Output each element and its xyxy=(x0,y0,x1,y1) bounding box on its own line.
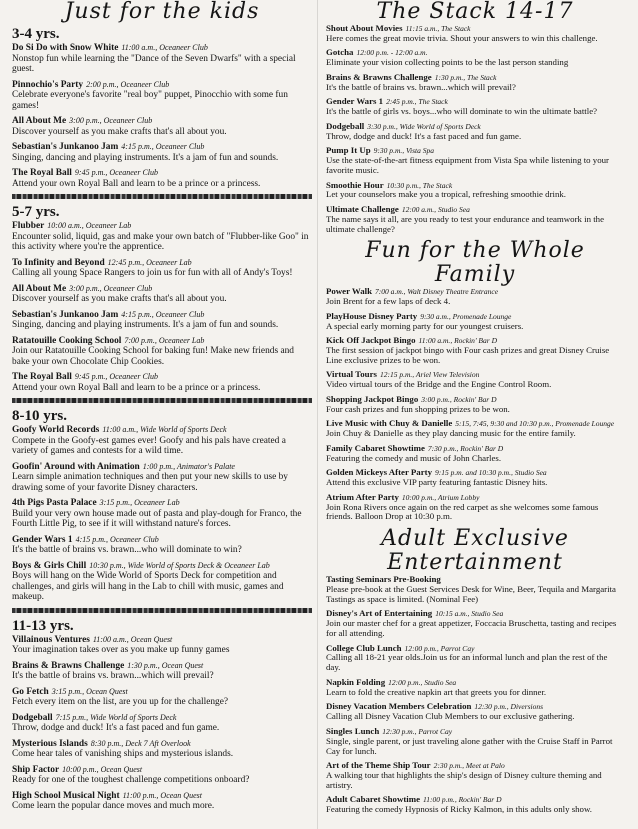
event-item xyxy=(326,761,624,791)
event-item xyxy=(326,419,624,439)
event-item xyxy=(12,791,312,812)
event-header xyxy=(12,336,312,347)
event-description: Calling all young Space Rangers to join us for fun with all of Andy's Toys! xyxy=(12,268,293,278)
event-description: Attend your own Royal Ball and learn to be a prince or a princess. xyxy=(12,178,261,189)
event-description: Calling all 18-21 year olds.Join us for an informal lunch and plan the rest of the day. xyxy=(326,652,608,673)
event-time-location: 12:30 p.m., Parrot Cay xyxy=(382,726,453,736)
event-header xyxy=(12,661,312,672)
event-description: Single, single parent, or just traveling alone gather with the Cruise Staff in Parrot Cay for lunch. xyxy=(326,735,613,756)
event-description: The name says it all, are you ready to test your endurance and teamwork in the ultimate challenge? xyxy=(326,213,604,234)
event-item xyxy=(326,181,624,201)
event-title: The Royal Ball xyxy=(12,168,72,178)
event-description: Your imagination takes over as you make up funny games xyxy=(12,645,230,655)
event-title: Sebastian's Junkanoo Jam xyxy=(12,309,119,320)
event-time-location: 3:00 p.m., Oceaneer Club xyxy=(69,283,153,293)
kids-column xyxy=(12,0,312,817)
event-time-location: 1:30 p.m., The Stack xyxy=(434,72,497,82)
event-time-location: 11:00 a.m., Rockin' Bar D xyxy=(418,336,498,346)
event-item xyxy=(326,122,624,142)
event-item xyxy=(326,146,624,176)
event-description: Throw, dodge and duck! It's a fast paced and fun game. xyxy=(12,723,220,733)
event-title: Pump It Up xyxy=(326,145,371,156)
event-item xyxy=(12,535,312,556)
event-title: Adult Cabaret Showtime xyxy=(326,794,421,805)
event-description: A special early morning party for our youngest cruisers. xyxy=(326,320,524,331)
event-title: High School Musical Night xyxy=(12,790,120,801)
event-description: Compete in the Goofy-est games ever! Goofy and his pals have created a variety of games and contests for a wild time. xyxy=(12,435,286,456)
event-header xyxy=(12,687,312,698)
event-item xyxy=(326,702,624,722)
event-item xyxy=(326,312,624,332)
event-description: Come hear tales of vanishing ships and mysterious islands. xyxy=(12,749,234,759)
event-time-location: 7:00 p.m., Oceaneer Lab xyxy=(124,335,205,345)
event-title: To Infinity and Beyond xyxy=(12,257,105,268)
event-description: Discover yourself as you make crafts that's all about you. xyxy=(12,126,227,137)
event-time-location: 9:45 p.m., Oceaneer Club xyxy=(74,372,158,381)
event-description: Featuring the comedy and music of John Charles. xyxy=(326,452,502,463)
event-time-location: 2:30 p.m., Meet at Palo xyxy=(433,761,505,771)
event-description: Singing, dancing and playing instruments. It's a jam of fun and sounds. xyxy=(12,152,279,163)
age-group-heading: 5-7 yrs. xyxy=(12,204,60,220)
event-description: It's the battle of brains vs. brawn...who will dominate to win? xyxy=(12,545,242,555)
event-title: Boys & Girls Chill xyxy=(12,560,87,571)
event-header xyxy=(12,310,312,321)
event-title: College Club Lunch xyxy=(326,642,402,653)
age-group-heading: 3-4 yrs. xyxy=(12,26,60,42)
event-title: Mysterious Islands xyxy=(12,738,88,749)
event-title: Disney Vacation Members Celebration xyxy=(326,701,472,712)
event-description: It's the battle of brains vs. brawn...which will prevail? xyxy=(12,671,214,681)
event-title: Dodgeball xyxy=(12,712,53,723)
event-description: Build your very own house made out of pasta and play-dough for Franco, the Fourth Little Pig, to see if it will withstand nature's forces. xyxy=(12,508,302,529)
event-title: Brains & Brawns Challenge xyxy=(12,660,125,671)
event-title: Tasting Seminars Pre-Booking xyxy=(326,573,441,584)
event-title: Ship Factor xyxy=(12,764,60,775)
event-item xyxy=(12,142,312,163)
event-item xyxy=(12,661,312,682)
event-description: Celebrate everyone's favorite "real boy" puppet, Pinocchio with some fun games! xyxy=(12,90,288,111)
event-time-location: 4:15 p.m., Oceaneer Club xyxy=(75,534,159,544)
event-header xyxy=(12,535,312,546)
event-item xyxy=(326,287,624,307)
event-item xyxy=(12,425,312,457)
event-description: Four cash prizes and fun shopping prizes to be won. xyxy=(326,403,510,414)
event-title: Brains & Brawns Challenge xyxy=(326,71,432,82)
event-item xyxy=(12,310,312,331)
event-description: Please pre-book at the Guest Services Desk for Wine, Beer, Tequila and Margarita Tastings as space is limited. (Nominal Fee) xyxy=(326,583,616,604)
event-title: Flubber xyxy=(12,221,45,231)
event-item xyxy=(12,739,312,760)
event-item xyxy=(12,116,312,137)
event-title: Napkin Folding xyxy=(326,676,386,687)
event-description: Learn to fold the creative napkin art that greets you for dinner. xyxy=(326,686,547,697)
event-header xyxy=(12,284,312,295)
event-item xyxy=(12,765,312,786)
event-header xyxy=(12,142,312,153)
event-title: Villainous Ventures xyxy=(12,634,90,645)
event-item xyxy=(12,635,312,656)
event-header xyxy=(12,498,312,509)
event-title: Virtual Tours xyxy=(326,369,377,380)
event-description: Fetch every item on the list, are you up for the challenge? xyxy=(12,697,229,707)
event-time-location: 11:00 a.m., Oceaneer Club xyxy=(121,43,208,52)
event-header xyxy=(12,43,312,54)
event-header xyxy=(12,168,312,179)
event-item xyxy=(12,43,312,75)
event-title: Pinnochio's Party xyxy=(12,79,84,90)
event-title: Goofin' Around with Animation xyxy=(12,461,140,472)
event-item xyxy=(326,395,624,415)
event-time-location: 8:30 p.m., Deck 7 Aft Overlook xyxy=(90,738,191,748)
event-header xyxy=(12,116,312,127)
event-title: Gotcha xyxy=(326,47,354,58)
event-item xyxy=(12,372,312,393)
event-item xyxy=(12,498,312,530)
event-title: Singles Lunch xyxy=(326,725,380,736)
event-time-location: 11:00 p.m., Ocean Quest xyxy=(122,790,202,800)
event-item xyxy=(326,24,624,44)
section-heading: The Stack 14-17 xyxy=(376,0,574,24)
event-time-location: 9:45 p.m., Oceaneer Club xyxy=(74,168,158,177)
event-description: Use the state-of-the-art fitness equipment from Vista Spa while listening to your favorite music. xyxy=(326,155,609,175)
event-description: Eliminate your vision collecting points to be the last person standing xyxy=(326,57,569,68)
event-description: Join Brent for a few laps of deck 4. xyxy=(326,296,451,307)
event-item xyxy=(326,644,624,674)
kids-heading: Just for the kids xyxy=(64,0,260,24)
event-time-location: 9:30 a.m., Promenade Lounge xyxy=(420,311,512,321)
event-header xyxy=(12,713,312,724)
event-time-location: 9:30 p.m., Vista Spa xyxy=(373,146,435,156)
event-description: Video virtual tours of the Bridge and the Engine Control Room. xyxy=(326,379,552,390)
event-item xyxy=(12,258,312,279)
event-description: It's the battle of girls vs. boys...who will dominate to win the ultimate battle? xyxy=(326,106,598,117)
event-time-location: 11:00 a.m., Wide World of Sports Deck xyxy=(102,425,227,434)
event-time-location: 10:30 p.m., The Stack xyxy=(386,180,453,190)
event-item xyxy=(326,48,624,68)
event-item xyxy=(326,575,624,605)
event-header xyxy=(12,791,312,802)
event-item xyxy=(326,97,624,117)
event-header xyxy=(12,221,312,232)
event-time-location: 3:30 p.m., Wide World of Sports Deck xyxy=(367,121,481,131)
event-header xyxy=(12,635,312,646)
age-group-heading: 11-13 yrs. xyxy=(12,617,74,634)
event-item xyxy=(326,370,624,390)
section-divider xyxy=(12,398,312,403)
event-description: Ready for one of the toughest challenge competitions onboard? xyxy=(12,775,250,785)
event-time-location: 10:15 a.m., Studio Sea xyxy=(435,609,504,619)
event-time-location: 11:00 a.m., Ocean Quest xyxy=(92,634,173,644)
event-title: Shout About Movies xyxy=(326,23,403,33)
event-item xyxy=(12,336,312,368)
event-title: All About Me xyxy=(12,116,67,126)
event-item xyxy=(12,713,312,734)
event-time-location: 4:15 p.m., Oceaneer Club xyxy=(121,309,205,319)
event-time-location: 4:15 p.m., Oceaneer Club xyxy=(121,142,205,151)
event-item xyxy=(326,73,624,93)
event-time-location: 12:30 p.m., Diversions xyxy=(474,702,544,712)
event-time-location: 11:15 a.m., The Stack xyxy=(405,24,471,33)
event-time-location: 10:00 p.m., Atrium Lobby xyxy=(401,492,480,502)
event-item xyxy=(12,561,312,603)
event-description: Boys will hang on the Wide World of Sports Deck for competition and challenges, and girls will hang in the Lab to chill with music, games and makeup. xyxy=(12,571,284,602)
event-title: Disney's Art of Entertaining xyxy=(326,608,433,619)
event-time-location: 1:30 p.m., Ocean Quest xyxy=(127,660,204,670)
event-description: The first session of jackpot bingo with Four cash prizes and great Disney Cruise Line exclusive prizes to be won. xyxy=(326,345,610,365)
age-group-heading: 8-10 yrs. xyxy=(12,408,67,424)
event-time-location: 10:00 p.m., Ocean Quest xyxy=(62,764,143,774)
event-time-location: 12:00 p.m. - 12:00 a.m. xyxy=(356,48,428,58)
event-time-location: 3:00 p.m., Oceaneer Club xyxy=(69,116,153,125)
event-title: Atrium After Party xyxy=(326,491,399,502)
event-title: Golden Mickeys After Party xyxy=(326,467,432,478)
event-time-location: 3:00 p.m., Rockin' Bar D xyxy=(421,394,497,404)
event-title: Ultimate Challenge xyxy=(326,203,399,214)
event-item xyxy=(12,80,312,112)
event-time-location: 12:00 p.m., Studio Sea xyxy=(388,677,457,687)
event-item xyxy=(326,727,624,757)
event-item xyxy=(12,168,312,189)
event-description: A walking tour that highlights the ship's design of Disney culture theming and artistry. xyxy=(326,769,602,790)
event-description: Let your counselors make you a tropical, refreshing smoothie drink. xyxy=(326,189,567,200)
event-time-location: 9:15 p.m. and 10:30 p.m., Studio Sea xyxy=(435,468,547,478)
event-description: Learn simple animation techniques and then put your new skills to use by drawing some of your favorite Disney characters. xyxy=(12,472,288,493)
section-divider xyxy=(12,194,312,199)
event-title: Gender Wars 1 xyxy=(326,96,384,107)
event-title: Goofy World Records xyxy=(12,425,100,435)
event-title: Shopping Jackpot Bingo xyxy=(326,393,419,404)
event-time-location: 12:15 p.m., Ariel View Television xyxy=(379,370,480,380)
event-item xyxy=(12,462,312,494)
event-title: Power Walk xyxy=(326,286,373,297)
event-description: Calling all Disney Vacation Club Members to our exclusive gathering. xyxy=(326,711,575,722)
event-time-location: 12:00 a.m., Studio Sea xyxy=(401,204,470,214)
event-description: Join Rona Rivers once again on the red carpet as she welcomes some famous friends. Balloon Drop at 10:30 p.m. xyxy=(326,501,599,522)
event-description: Discover yourself as you make crafts that's all about you. xyxy=(12,294,227,304)
event-description: It's the battle of brains vs. brawn...which will prevail? xyxy=(326,81,516,92)
event-time-location: 12:45 p.m., Oceaneer Lab xyxy=(107,257,192,267)
event-time-location: 10:30 p.m., Wide World of Sports Deck & Oceaneer Lab xyxy=(89,560,270,570)
event-item xyxy=(326,678,624,698)
event-time-location: 11:00 p.m., Rockin' Bar D xyxy=(423,795,502,805)
event-title: All About Me xyxy=(12,283,67,294)
event-time-location: 7:15 p.m., Wide World of Sports Deck xyxy=(55,712,177,722)
event-description: Featuring the comedy Hypnosis of Ricky Kalmon, in this adults only show. xyxy=(326,804,592,815)
event-item xyxy=(326,493,624,523)
event-title: Live Music with Chuy & Danielle xyxy=(326,418,453,429)
event-header xyxy=(12,80,312,91)
event-time-location: 3:15 p.m., Oceaneer Lab xyxy=(99,498,180,507)
event-time-location: 5:15, 7:45, 9:30 and 10:30 p.m., Promenade Lounge xyxy=(455,419,615,429)
event-title: Sebastian's Junkanoo Jam xyxy=(12,142,119,152)
event-title: Ratatouille Cooking School xyxy=(12,335,122,346)
section-heading: Fun for the Whole Family xyxy=(365,238,585,288)
event-header xyxy=(12,765,312,776)
event-title: Gender Wars 1 xyxy=(12,534,73,545)
event-time-location: 3:15 p.m., Ocean Quest xyxy=(51,686,128,696)
event-item xyxy=(326,336,624,366)
family-column xyxy=(326,0,624,820)
event-description: Come learn the popular dance moves and much more. xyxy=(12,801,215,811)
event-title: The Royal Ball xyxy=(12,372,72,382)
event-description: Here comes the great movie trivia. Shout your answers to win this challenge. xyxy=(326,32,598,43)
event-item xyxy=(326,444,624,464)
event-header xyxy=(12,372,312,383)
event-header xyxy=(12,425,312,436)
event-description: Encounter solid, liquid, gas and make your own batch of "Flubber-like Goo" in this activity where you're the apprentice. xyxy=(12,231,309,252)
event-item xyxy=(326,795,624,815)
section-divider xyxy=(12,608,312,613)
event-item xyxy=(326,468,624,488)
event-header xyxy=(12,258,312,269)
event-title: Smoothie Hour xyxy=(326,179,384,190)
event-header xyxy=(12,561,312,572)
event-item xyxy=(12,687,312,708)
section-heading: Adult Exclusive Entertainment xyxy=(381,525,569,575)
event-title: Art of the Theme Ship Tour xyxy=(326,760,431,771)
event-title: Do Si Do with Snow White xyxy=(12,43,119,53)
event-description: Throw, dodge and duck! It's a fast paced and fun game. xyxy=(326,130,522,141)
event-title: Family Cabaret Showtime xyxy=(326,442,425,453)
event-description: Singing, dancing and playing instruments. It's a jam of fun and sounds. xyxy=(12,320,279,330)
event-time-location: 12:00 p.m., Parrot Cay xyxy=(404,643,475,653)
event-title: PlayHouse Disney Party xyxy=(326,310,418,321)
event-item xyxy=(12,221,312,253)
event-time-location: 2:45 p.m., The Stack xyxy=(386,97,448,107)
event-header xyxy=(12,462,312,473)
event-description: Join Chuy & Danielle as they play dancing music for the entire family. xyxy=(326,428,576,439)
event-description: Join our Ratatouille Cooking School for baking fun! Make new friends and bake your own Chocolate Chip Cookies. xyxy=(12,346,294,367)
event-time-location: 10:00 a.m., Oceaneer Lab xyxy=(47,221,132,230)
event-time-location: 2:00 p.m., Oceaneer Club xyxy=(86,79,170,89)
event-time-location: 7:30 p.m., Rockin' Bar D xyxy=(427,443,504,453)
event-item xyxy=(326,609,624,639)
event-time-location: 1:00 p.m., Animator's Palate xyxy=(142,461,235,471)
event-description: Nonstop fun while learning the "Dance of the Seven Dwarfs" with a special guest. xyxy=(12,53,296,74)
event-title: Dodgeball xyxy=(326,120,365,131)
event-title: Go Fetch xyxy=(12,686,49,697)
event-time-location: 7:00 a.m., Walt Disney Theatre Entrance xyxy=(375,287,499,297)
event-header xyxy=(12,739,312,750)
event-title: Kick Off Jackpot Bingo xyxy=(326,335,416,346)
event-description: Attend this exclusive VIP party featuring fantastic Disney hits. xyxy=(326,477,548,488)
column-separator xyxy=(317,0,318,829)
event-description: Join our master chef for a great appetizer, Foccacia Bruschetta, tasting and recipes for all attending. xyxy=(326,618,617,638)
event-item xyxy=(326,205,624,235)
event-item xyxy=(12,284,312,305)
event-title: 4th Pigs Pasta Palace xyxy=(12,498,97,508)
event-description: Attend your own Royal Ball and learn to be a prince or a princess. xyxy=(12,382,261,393)
